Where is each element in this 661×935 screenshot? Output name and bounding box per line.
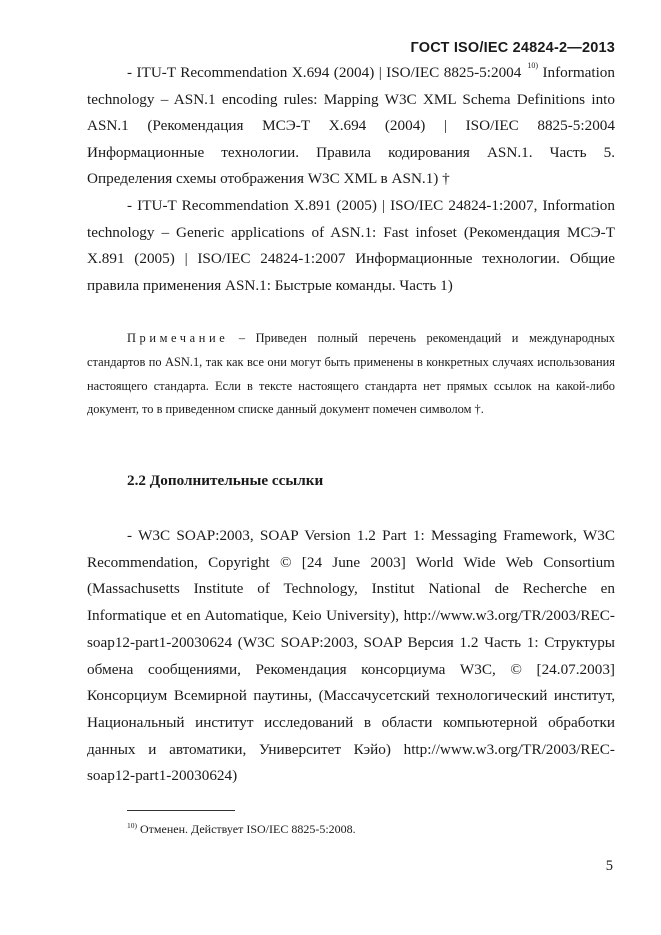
footnote [127,821,356,837]
section-heading: 2.2 Дополнительные ссылки [127,472,324,489]
additional-reference [87,523,615,790]
footnote-marker: 10) [527,61,539,70]
reference-item-x694 [87,60,615,193]
footnote-text: Отменен. Действует ISO/IEC 8825-5:2008. [140,822,356,836]
reference-list [87,60,615,299]
note-paragraph [87,327,615,422]
note-label: Примечание [127,331,229,345]
page-number: 5 [605,858,613,874]
reference-item-x694-head: - ITU-T Recommendation X.694 (2004) | ISO/IEC 8825-5:2004 [127,64,522,81]
footnote-marker-bottom: 10) [127,821,137,830]
note-text: – Приведен полный перечень рекомендаций и международных стандартов по ASN.1, так как все они могут быть применены в конкретных случаях использования настоящего стандарта. Если в тексте настоящего стандарта нет прямых ссылок на какой-либо документ, то в приведенном списке данный документ помечен символом †. [87,331,615,417]
reference-item-x694-body: Information technology – ASN.1 encoding rules: Mapping W3C XML Schema Definitions into ASN.1 (Рекомендация МСЭ-Т X.694 (2004) | ISO/IEC 8825-5:2004 Информационные технологии. Правила кодирования ASN.1. Часть 5. Определения схемы отображения W3C XML в ASN.1) † [87,64,615,188]
reference-item-x891: - ITU-T Recommendation X.891 (2005) | ISO/IEC 24824-1:2007, Information technology – Generic applications of ASN.1: Fast infoset (Рекомендация МСЭ-Т X.891 (2005) | ISO/IEC 24824-1:2007 Информационные технологии. Общие правила применения ASN.1: Быстрые команды. Часть 1) [87,196,615,294]
note-block [87,327,615,422]
reference-item-soap: - W3C SOAP:2003, SOAP Version 1.2 Part 1: Messaging Framework, W3C Recommendation, Copyright © [24 June 2003] World Wide Web Consortium (Massachusetts Institute of Technology, Institut National de Recherche en Informatique et en Automatique, Keio University), http://www.w3.org/TR/2003/REC-soap12-part1-20030624 (W3C SOAP:2003, SOAP Версия 1.2 Часть 1: Структуры обмена сообщениями, Рекомендация консорциума W3C, © [24.07.2003] Консорциум Всемирной паутины, (Массачусетский технологический институт, Национальный институт исследований в области компьютерной обработки данных и автоматики, Университет Кэйо) http://www.w3.org/TR/2003/REC-soap12-part1-20030624) [87,527,615,785]
standard-header: ГОСТ ISO/IEC 24824-2—2013 [410,40,615,56]
footnote-divider [127,810,235,811]
